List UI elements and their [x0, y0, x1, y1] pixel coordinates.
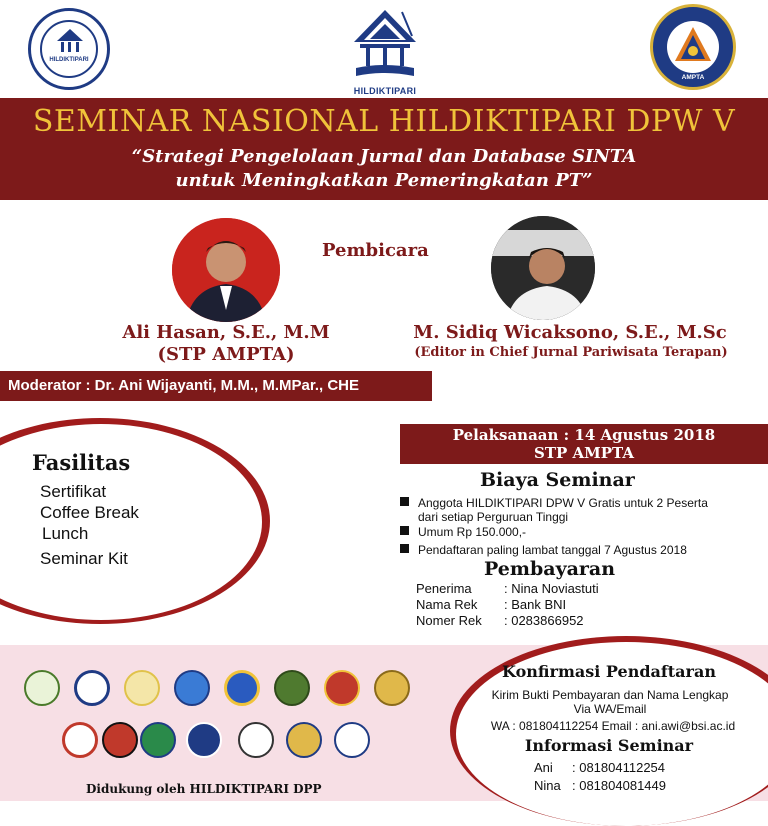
person-icon [172, 218, 280, 322]
supporter-logo [186, 722, 222, 758]
stp-ampta-logo [650, 4, 736, 90]
pelaksanaan-banner [400, 424, 768, 464]
supporter-logo [62, 722, 98, 758]
logo-inner-circle [667, 21, 719, 73]
pavilion-book-icon [342, 6, 428, 80]
biaya-item [400, 543, 687, 557]
pembayaran-key: Nama Rek [416, 597, 478, 612]
logo-left-label: HILDIKTIPARI [49, 57, 89, 63]
subtitle-line-2: untuk Meningkatkan Pemeringkatan PT” [175, 170, 593, 191]
supporter-logo [224, 670, 260, 706]
pembayaran-row [416, 581, 599, 596]
pembayaran-value: : 0283866952 [504, 613, 584, 628]
supporter-logo [238, 722, 274, 758]
speaker1-name: Ali Hasan, S.E., M.M [122, 322, 330, 343]
supporter-logo [324, 670, 360, 706]
bullet-square-icon [400, 526, 409, 535]
speaker1-org: (STP AMPTA) [157, 344, 295, 365]
informasi-row [534, 778, 666, 793]
pavilion-icon [57, 29, 83, 53]
supporter-logo [174, 670, 210, 706]
hildiktipari-logo [342, 6, 428, 96]
supporter-logo [24, 670, 60, 706]
konfirmasi-line: Via WA/Email [573, 702, 647, 716]
konfirmasi-contact: WA : 081804112254 Email : ani.awi@bsi.ac.id [490, 719, 736, 733]
biaya-text: Umum Rp 150.000,- [418, 525, 527, 539]
supporters-caption: Didukung oleh HILDIKTIPARI DPP [86, 782, 322, 796]
biaya-item [400, 496, 708, 510]
pelaksanaan-venue: STP AMPTA [534, 444, 634, 462]
supporter-logo [124, 670, 160, 706]
informasi-key: Nina [534, 778, 561, 793]
konfirmasi-line: Kirim Bukti Pembayaran dan Nama Lengkap [491, 688, 729, 702]
pembayaran-key: Nomer Rek [416, 613, 482, 628]
bullet-square-icon [400, 544, 409, 553]
informasi-value: : 081804112254 [572, 760, 666, 775]
informasi-row [534, 760, 665, 775]
pembayaran-value: : Nina Noviastuti [504, 581, 599, 596]
supporter-logo [374, 670, 410, 706]
seminar-title: SEMINAR NASIONAL HILDIKTIPARI DPW V [32, 104, 736, 139]
moderator-bar: Moderator : Dr. Ani Wijayanti, M.M., M.MPar., CHE [0, 371, 432, 401]
hildiktipari-circle-logo [28, 8, 110, 90]
supporter-logo [74, 670, 110, 706]
fasilitas-item: Coffee Break [40, 503, 139, 522]
supporter-logo [140, 722, 176, 758]
seminar-subtitle [0, 145, 768, 193]
supporter-logo [286, 722, 322, 758]
supporter-logo [334, 722, 370, 758]
speaker2-photo [491, 216, 595, 320]
biaya-item [400, 525, 526, 539]
biaya-title: Biaya Seminar [480, 469, 635, 491]
biaya-item-cont: dari setiap Perguruan Tinggi [418, 510, 569, 524]
bullet-square-icon [400, 497, 409, 506]
supporter-logo [274, 670, 310, 706]
informasi-key: Ani [534, 760, 553, 775]
fasilitas-item: Seminar Kit [40, 549, 128, 568]
pembayaran-row [416, 613, 584, 628]
fasilitas-item: Lunch [42, 524, 89, 543]
speaker1-photo [172, 218, 280, 322]
pembayaran-value: : Bank BNI [504, 597, 567, 612]
subtitle-line-1: “Strategi Pengelolaan Jurnal dan Database SINTA [131, 146, 637, 167]
pembayaran-row [416, 597, 566, 612]
logo-center-label: HILDIKTIPARI [353, 86, 417, 96]
konfirmasi-title: Konfirmasi Pendaftaran [502, 662, 716, 681]
biaya-text: Pendaftaran paling lambat tanggal 7 Agustus 2018 [418, 543, 687, 557]
informasi-value: : 081804081449 [572, 778, 666, 793]
fasilitas-item: Sertifikat [40, 482, 107, 501]
pelaksanaan-date: Pelaksanaan : 14 Agustus 2018 [452, 426, 716, 444]
person-icon [491, 216, 595, 320]
informasi-title: Informasi Seminar [524, 736, 694, 755]
pembayaran-title: Pembayaran [484, 558, 616, 580]
pembayaran-key: Penerima [416, 581, 472, 596]
speaker2-org: (Editor in Chief Jurnal Pariwisata Terapan) [414, 345, 728, 360]
biaya-text: Anggota HILDIKTIPARI DPW V Gratis untuk 2 Peserta [418, 496, 708, 510]
fasilitas-title: Fasilitas [32, 450, 131, 475]
speaker2-name: M. Sidiq Wicaksono, S.E., M.Sc [413, 322, 727, 343]
emblem-icon [667, 21, 719, 73]
supporter-logo [102, 722, 138, 758]
logo-right-label: AMPTA [681, 74, 705, 81]
speakers-label: Pembicara [322, 240, 429, 261]
